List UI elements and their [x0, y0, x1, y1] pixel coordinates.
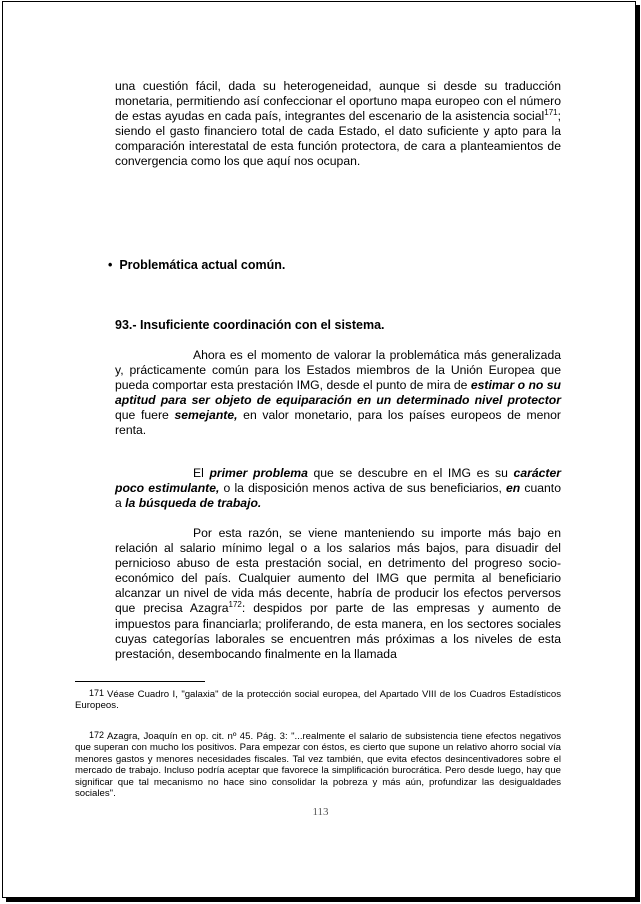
intro-paragraph	[115, 79, 561, 170]
bullet-heading-text: Problemática actual común.	[119, 258, 286, 272]
para1-emphasis-2: semejante,	[174, 408, 238, 423]
footnote-ref-171[interactable]: 171	[544, 108, 558, 118]
intro-text-2: ; siendo el gasto financiero total de cada Estado, el dato suficiente y apto para la comparación interestatal de esta función protectora, de cara a planteamientos de convergencia como los que aquí nos ocupan.	[115, 109, 561, 169]
para1-text-2: que fuere	[115, 408, 175, 423]
section-heading: 93.- Insuficiente coordinación con el sistema.	[115, 318, 385, 332]
para2-text-2: que se descubre en el IMG es su	[307, 466, 514, 480]
para2-emphasis-3: en	[506, 481, 521, 496]
paragraph-1	[115, 348, 561, 439]
footnote-172	[75, 730, 561, 799]
footnote-text: Azagra, Joaquín en op. cit. nº 45. Pág. 3: "...realmente el salario de subsistencia tiene efectos negativos que superan con mucho los positivos. Para empezar con éstos, es cierto que supone un relativo ahorro social vía menores gastos y menores necesidades fiscales. Tal vez también, que evita efectos desincentivadores sobre el mercado de trabajo. Incluso podría aceptar que favorece la simplificación burocrática. Pero desde luego, hay que significar que tal mecanismo no hace sino consolidar la pobreza y más aún, profundizar las desigualdades sociales".	[75, 731, 561, 800]
footnote-number: 171	[89, 688, 105, 698]
footnote-text: Véase Cuadro I, "galaxia" de la protección social europea, del Apartado VIII de los Cuadros Estadísticos Europeos.	[75, 689, 561, 712]
footnote-ref-172[interactable]: 172	[228, 600, 242, 610]
paragraph-2	[115, 466, 561, 511]
para1-text-1: Ahora es el momento de valorar la problemática más generalizada y, prácticamente común para los Estados miembros de la Unión Europea que pueda comportar esta prestación IMG, desde el punto de mira de	[115, 348, 561, 393]
para2-text-4: cuanto a	[115, 481, 561, 511]
paragraph-3	[115, 526, 561, 662]
para3-text-2: : despidos por parte de las empresas y aumento de impuestos para financiarla; proliferando, de esta manera, en los sectores sociales cuyas categorías laborales se encuentren más próximas a los niveles de esta prestación, desembocando finalmente en la llamada	[115, 601, 561, 661]
para2-emphasis-2: carácter poco estimulante,	[115, 466, 561, 496]
para2-emphasis-4: la búsqueda de trabajo.	[125, 496, 262, 511]
intro-text-1: una cuestión fácil, dada su heterogeneidad, aunque si desde su traducción monetaria, permitiendo así confeccionar el oportuno mapa europeo con el número de estas ayudas en cada país, integrantes del escenario de la asistencia social	[115, 79, 561, 124]
footnote-171	[75, 688, 561, 712]
para1-emphasis-1: estimar o no su aptitud para ser objeto de equiparación en un determinado nivel protector	[115, 378, 562, 408]
bullet-icon: •	[108, 258, 113, 272]
page-number: 113	[312, 806, 329, 818]
bullet-heading	[108, 258, 285, 272]
para1-text-3: en valor monetario, para los países europeos de menor renta.	[115, 408, 561, 438]
para2-text-3: o la disposición menos activa de sus beneficiarios,	[219, 481, 506, 496]
footnote-separator	[75, 681, 205, 682]
para2-text-1: El	[193, 466, 210, 480]
para2-emphasis-1: primer problema	[209, 466, 308, 480]
para3-text-1: Por esta razón, se viene manteniendo su importe más bajo en relación al salario mínimo legal o a los salarios más bajos, para disuadir del pernicioso abuso de esta prestación social, en detrimento del progreso socio-económico del país. Cualquier aumento del IMG que permita al beneficiario alcanzar un nivel de vida más decente, habría de producir los efectos perversos que precisa Azagra	[115, 526, 561, 616]
footnote-number: 172	[89, 730, 105, 740]
